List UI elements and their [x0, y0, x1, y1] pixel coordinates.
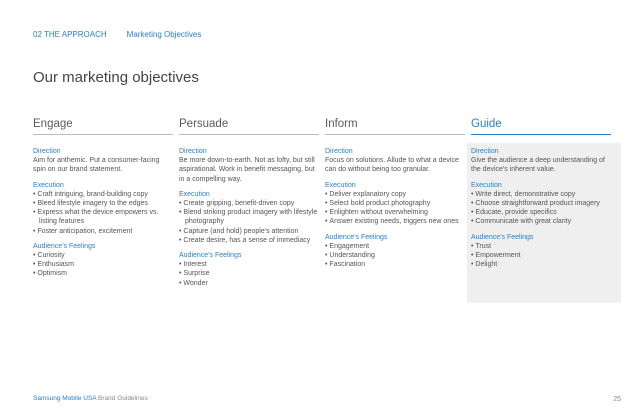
feelings-list — [33, 251, 173, 279]
execution-section — [471, 181, 615, 227]
list-item: • Understanding — [325, 251, 465, 260]
footer — [33, 395, 148, 402]
list-item: • Express what the device empowers vs. listing features — [33, 208, 173, 226]
feelings-list — [179, 260, 319, 288]
list-item: • Deliver explanatory copy — [325, 190, 465, 199]
list-item: • Foster anticipation, excitement — [33, 227, 173, 236]
execution-section — [325, 181, 465, 227]
feelings-list — [325, 242, 465, 270]
column-body-highlighted — [467, 143, 621, 303]
list-item: • Capture (and hold) people's attention — [179, 227, 319, 236]
direction-text: Give the audience a deep understanding of the device's inherent value. — [471, 157, 605, 174]
execution-list — [33, 190, 173, 236]
column-heading: Inform — [325, 118, 465, 135]
column-heading: Engage — [33, 118, 173, 135]
column-body — [179, 143, 319, 300]
execution-label: Execution — [179, 190, 210, 198]
list-item: • Write direct, demonstrative copy — [471, 190, 615, 199]
direction-label: Direction — [325, 148, 353, 155]
column-persuade — [179, 118, 319, 300]
list-item: • Surprise — [179, 269, 319, 278]
direction-label: Direction — [179, 148, 207, 155]
list-item: • Communicate with great clarity — [471, 217, 615, 226]
list-item: • Wonder — [179, 279, 319, 288]
direction-text: Be more down-to-earth. Not as lofty, but still aspirational. Work in benefit messaging, but in a compelling way. — [179, 157, 315, 183]
list-item: • Enlighten without overwhelming — [325, 208, 465, 217]
feelings-label: Audience's Feelings — [33, 242, 96, 250]
list-item: • Bleed lifestyle imagery to the edges — [33, 199, 173, 208]
column-body — [325, 143, 465, 281]
direction-text: Aim for anthemic. Put a consumer-facing spin on our brand statement. — [33, 157, 160, 174]
list-item: • Enthusiasm — [33, 260, 173, 269]
column-engage — [33, 118, 173, 291]
list-item: • Create gripping, benefit-driven copy — [179, 199, 319, 208]
feelings-label: Audience's Feelings — [325, 233, 388, 241]
direction-section — [179, 147, 319, 184]
page-number: 25 — [613, 396, 621, 403]
execution-list — [471, 190, 615, 227]
execution-label: Execution — [325, 181, 356, 189]
column-inform — [325, 118, 465, 281]
section-header — [33, 30, 201, 39]
direction-label: Direction — [471, 148, 499, 155]
list-item: • Engagement — [325, 242, 465, 251]
feelings-section — [179, 251, 319, 288]
direction-section — [471, 147, 615, 175]
list-item: • Fascination — [325, 260, 465, 269]
execution-label: Execution — [33, 181, 64, 189]
feelings-list — [471, 242, 615, 270]
execution-section — [179, 190, 319, 245]
list-item: • Choose straightforward product imagery — [471, 199, 615, 208]
column-guide — [471, 118, 611, 303]
list-item: • Optimism — [33, 269, 173, 278]
section-label: 02 THE APPROACH — [33, 30, 107, 39]
list-item: • Answer existing needs, triggers new ones — [325, 217, 465, 226]
page-title: Our marketing objectives — [33, 69, 199, 86]
list-item: • Trust — [471, 242, 615, 251]
subsection-label: Marketing Objectives — [126, 30, 202, 39]
direction-section — [325, 147, 465, 175]
list-item: • Craft intriguing, brand-building copy — [33, 190, 173, 199]
execution-label: Execution — [471, 181, 502, 189]
list-item: • Create desire, has a sense of immediacy — [179, 236, 319, 245]
execution-section — [33, 181, 173, 236]
column-heading: Guide — [471, 118, 611, 135]
list-item: • Blend striking product imagery with lifestyle photography — [179, 208, 319, 226]
footer-brand: Samsung Mobile USA — [33, 395, 97, 402]
feelings-section — [325, 233, 465, 270]
direction-label: Direction — [33, 148, 61, 155]
column-heading: Persuade — [179, 118, 319, 135]
list-item: • Empowerment — [471, 251, 615, 260]
feelings-section — [471, 233, 615, 270]
feelings-label: Audience's Feelings — [471, 233, 534, 241]
list-item: • Educate, provide specifics — [471, 208, 615, 217]
column-body — [33, 143, 173, 291]
footer-doc-name: Brand Guidelines — [98, 395, 148, 402]
list-item: • Delight — [471, 260, 615, 269]
execution-list — [325, 190, 465, 227]
feelings-label: Audience's Feelings — [179, 252, 242, 260]
list-item: • Interest — [179, 260, 319, 269]
list-item: • Curiosity — [33, 251, 173, 260]
direction-text: Focus on solutions. Allude to what a device can do without being too granular. — [325, 157, 459, 174]
execution-list — [179, 199, 319, 245]
direction-section — [33, 147, 173, 175]
feelings-section — [33, 242, 173, 279]
list-item: • Select bold product photography — [325, 199, 465, 208]
